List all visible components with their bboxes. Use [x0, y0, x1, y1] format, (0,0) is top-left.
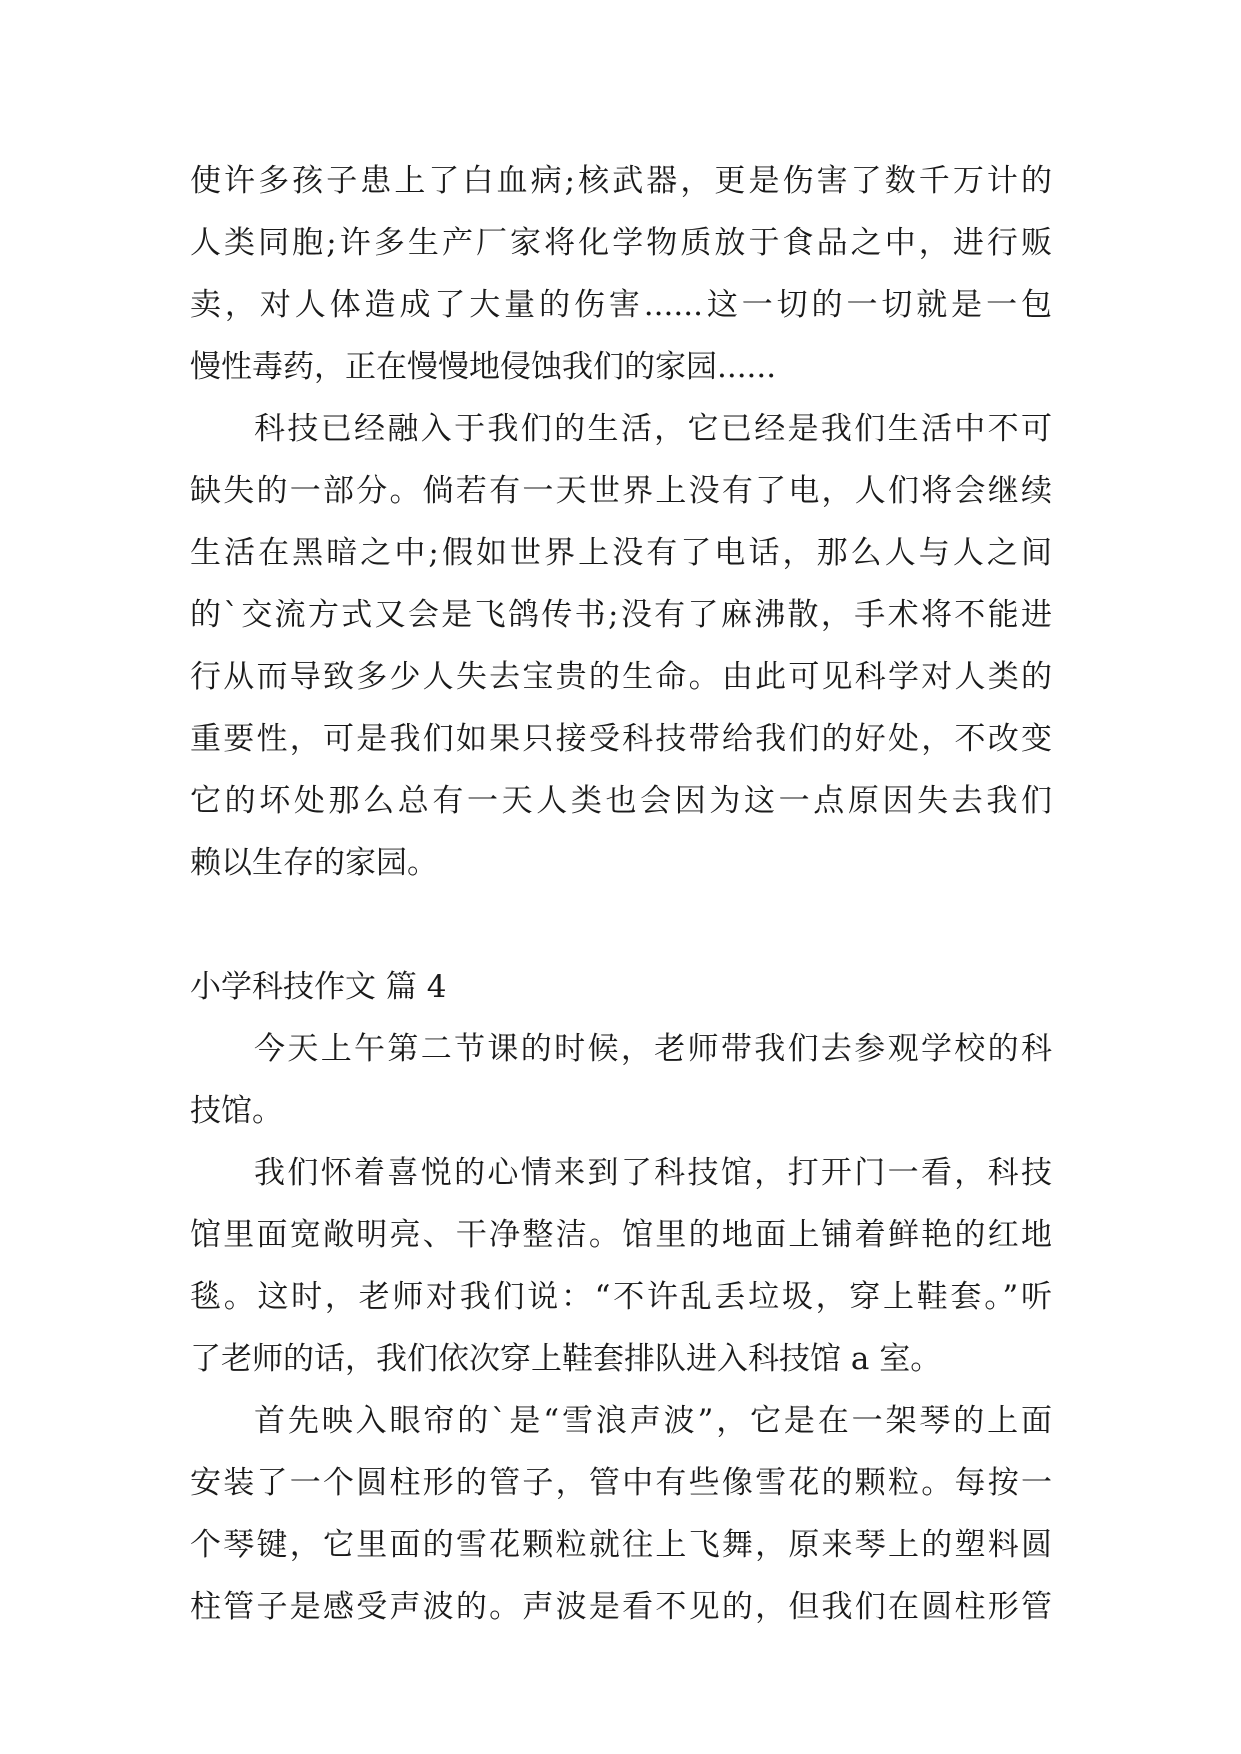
- text-line: 人类同胞;许多生产厂家将化学物质放于食品之中，进行贩: [190, 225, 1052, 261]
- section-gap: [190, 894, 1052, 956]
- text-line: 缺失的一部分。倘若有一天世界上没有了电，人们将会继续: [190, 473, 1052, 509]
- text-line: 首先映入眼帘的`是“雪浪声波”，它是在一架琴的上面: [254, 1403, 1052, 1439]
- text-line: 使许多孩子患上了白血病;核武器，更是伤害了数千万计的: [190, 163, 1052, 199]
- text-line: 安装了一个圆柱形的管子，管中有些像雪花的颗粒。每按一: [190, 1465, 1052, 1501]
- paragraph-3: [190, 1018, 1052, 1142]
- text-line: 科技已经融入于我们的生活，它已经是我们生活中不可: [254, 411, 1052, 447]
- text-line: 生活在黑暗之中;假如世界上没有了电话，那么人与人之间: [190, 535, 1052, 571]
- text-line: 个琴键，它里面的雪花颗粒就往上飞舞，原来琴上的塑料圆: [190, 1527, 1052, 1563]
- text-line: 赖以生存的家园。: [190, 845, 438, 881]
- text-line: 行从而导致多少人失去宝贵的生命。由此可见科学对人类的: [190, 659, 1052, 695]
- section-heading: 小学科技作文 篇 4: [190, 969, 447, 1005]
- text-line: 卖，对人体造成了大量的伤害......这一切的一切就是一包: [190, 287, 1052, 323]
- text-line: 重要性，可是我们如果只接受科技带给我们的好处，不改变: [190, 721, 1052, 757]
- text-line: 技馆。: [190, 1093, 283, 1129]
- paragraph-1: [190, 150, 1052, 398]
- text-line: 馆里面宽敞明亮、干净整洁。馆里的地面上铺着鲜艳的红地: [190, 1217, 1052, 1253]
- text-line: 今天上午第二节课的时候，老师带我们去参观学校的科: [254, 1031, 1052, 1067]
- text-line: 慢性毒药，正在慢慢地侵蚀我们的家园......: [190, 349, 777, 385]
- text-line: 我们怀着喜悦的心情来到了科技馆，打开门一看，科技: [254, 1155, 1052, 1191]
- text-line: 了老师的话，我们依次穿上鞋套排队进入科技馆 a 室。: [190, 1341, 942, 1377]
- document-page: [190, 150, 1052, 1638]
- paragraph-2: [190, 398, 1052, 894]
- text-line: 的`交流方式又会是飞鸽传书;没有了麻沸散，手术将不能进: [190, 597, 1052, 633]
- paragraph-5: [190, 1390, 1052, 1638]
- paragraph-4: [190, 1142, 1052, 1390]
- text-line: 它的坏处那么总有一天人类也会因为这一点原因失去我们: [190, 783, 1052, 819]
- text-line: 毯。这时，老师对我们说：“不许乱丢垃圾，穿上鞋套。”听: [190, 1279, 1052, 1315]
- text-line: 柱管子是感受声波的。声波是看不见的，但我们在圆柱形管: [190, 1589, 1052, 1625]
